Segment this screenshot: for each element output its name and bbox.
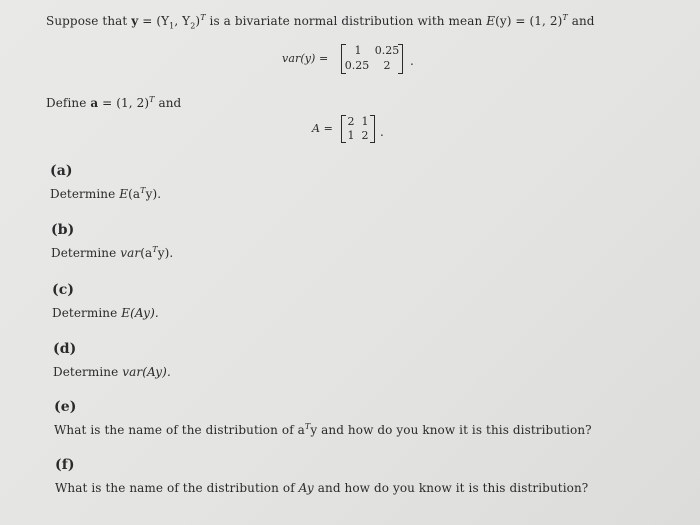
intro-text: , Y [174, 14, 191, 28]
A-matrix [341, 115, 375, 143]
matrix-cell: 1 [354, 44, 362, 57]
matrix-cell: 2 [383, 59, 391, 72]
expectation-symbol: E [486, 14, 496, 28]
superscript: T [200, 13, 206, 22]
matrix-cell: 0.25 [374, 44, 400, 57]
func: E [119, 187, 129, 201]
matrix-cell: 2 [347, 115, 355, 128]
superscript: T [152, 245, 158, 254]
func: var [122, 365, 143, 379]
superscript: T [562, 13, 568, 22]
part-e-text [54, 423, 592, 437]
intro-line [46, 13, 595, 31]
part-d-text [53, 365, 171, 379]
part-f-text [55, 481, 588, 495]
superscript: T [140, 186, 146, 195]
matrix-cell: 1 [361, 115, 369, 128]
part-a-text [50, 187, 161, 201]
part-a-label: (a) [50, 163, 73, 179]
define-text: and [154, 96, 182, 110]
define-text: Define [46, 96, 91, 110]
text: (Ay). [130, 306, 159, 320]
superscript: T [304, 422, 311, 431]
var-dot: . [410, 54, 414, 68]
matrix-cell: 1 [347, 129, 355, 142]
text: What is the name of the distribution of [55, 481, 299, 495]
text: y and how do you know it is this distribution? [310, 423, 592, 437]
part-c-label: (c) [52, 282, 75, 298]
intro-text: and [567, 14, 595, 28]
text: y). [145, 187, 162, 201]
text: Determine [52, 306, 122, 320]
part-c-text [52, 306, 159, 320]
define-line [46, 96, 181, 110]
text: (Ay). [142, 365, 171, 379]
matrix-cell: 0.25 [344, 59, 370, 72]
func: E [121, 306, 131, 320]
subscript: 1 [169, 21, 175, 31]
vector-y: y [131, 14, 139, 28]
A-dot: . [380, 125, 384, 139]
part-b-label: (b) [51, 222, 75, 238]
var-lhs: var(y) = [282, 52, 329, 65]
text: y). [157, 246, 174, 260]
subscript: 2 [190, 21, 196, 31]
text: What is the name of the distribution of a [54, 423, 305, 437]
bracket-right [370, 115, 375, 143]
text: and how do you know it is this distribution? [313, 481, 589, 495]
func: Ay [298, 481, 314, 495]
intro-text: = (Y [138, 14, 170, 28]
matrix-cell: 2 [361, 129, 369, 142]
func: var [120, 246, 141, 260]
A-lhs: A = [312, 122, 333, 135]
part-e-label: (e) [54, 399, 77, 415]
part-d-label: (d) [53, 341, 77, 357]
intro-text: is a bivariate normal distribution with mean [205, 14, 487, 28]
text: Determine [53, 365, 123, 379]
part-b-text [51, 246, 173, 260]
vector-a: a [90, 96, 99, 110]
define-text: = (1, 2) [98, 96, 150, 110]
text: Determine [50, 187, 120, 201]
text: (a [140, 246, 153, 260]
intro-text: (y) = (1, 2) [495, 14, 563, 28]
var-matrix [341, 44, 403, 74]
intro-text: ) [195, 14, 201, 28]
part-f-label: (f) [55, 457, 75, 473]
text: (a [128, 187, 141, 201]
intro-text: Suppose that [46, 14, 132, 28]
superscript: T [149, 95, 155, 104]
text: Determine [51, 246, 121, 260]
